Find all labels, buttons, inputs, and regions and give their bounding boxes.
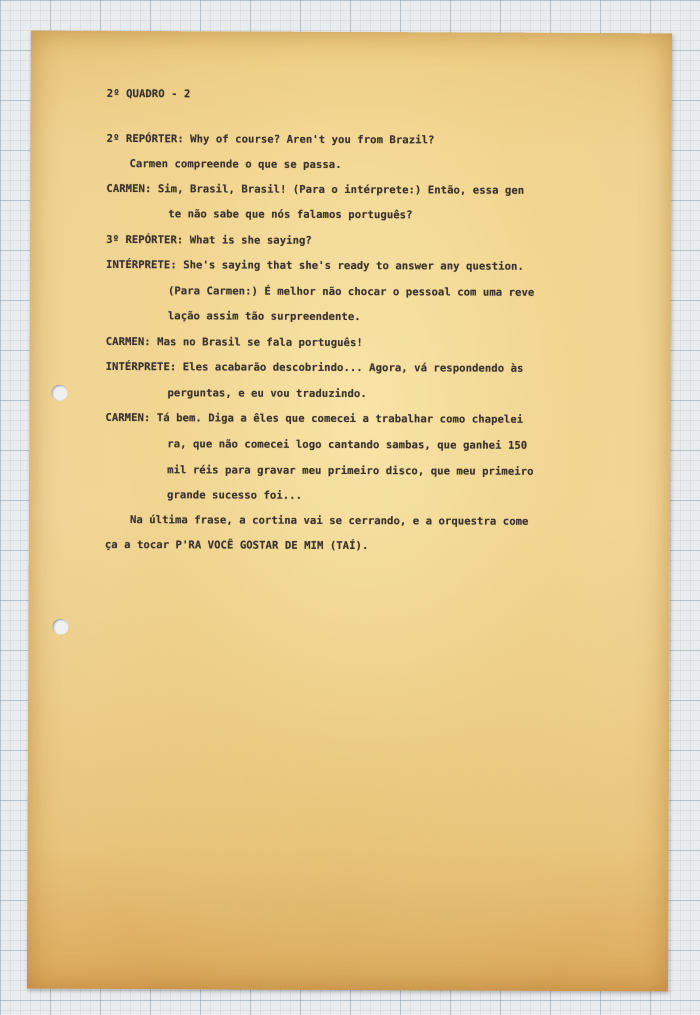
script-line: INTÉRPRETE: Eles acabarão descobrindo... Agora, vá respondendo às bbox=[105, 360, 524, 375]
script-line: 2º REPÓRTER: Why of course? Aren't you from Brazil? bbox=[106, 132, 435, 147]
page-header: 2º QUADRO - 2 bbox=[106, 87, 191, 101]
script-line: (Para Carmen:) É melhor não chocar o pessoal com uma reve bbox=[167, 285, 535, 299]
script-line: CARMEN: Tá bem. Diga a êles que comecei a trabalhar como chapelei bbox=[105, 411, 524, 426]
script-line: INTÉRPRETE: She's saying that she's ready to answer any question. bbox=[106, 258, 524, 273]
script-line: CARMEN: Sim, Brasil, Brasil! (Para o intérprete:) Então, essa gen bbox=[106, 182, 525, 197]
script-line: 3º REPÓRTER: What is she saying? bbox=[106, 233, 312, 247]
typewritten-page bbox=[27, 31, 672, 992]
stage-direction: ça a tocar P'RA VOCÊ GOSTAR DE MIM (TAÍ). bbox=[104, 538, 369, 553]
script-line: mil réis para gravar meu primeiro disco, que meu primeiro bbox=[167, 464, 534, 478]
stage-direction: Carmen compreende o que se passa. bbox=[129, 158, 342, 171]
script-line: perguntas, e eu vou traduzindo. bbox=[167, 387, 367, 401]
script-line: te não sabe que nós falamos português? bbox=[168, 208, 413, 222]
script-line: ra, que não comecei logo cantando sambas, que ganhei 150 bbox=[167, 438, 528, 452]
script-text bbox=[104, 87, 627, 553]
punch-hole bbox=[52, 619, 68, 635]
stage-direction: Na última frase, a cortina vai se cerrando, e a orquestra come bbox=[129, 514, 529, 528]
script-line: lação assim tão surpreendente. bbox=[167, 310, 361, 324]
punch-hole bbox=[51, 385, 67, 401]
script-line: grande sucesso foi... bbox=[167, 489, 303, 502]
script-line: CARMEN: Mas no Brasil se fala português! bbox=[105, 335, 363, 350]
